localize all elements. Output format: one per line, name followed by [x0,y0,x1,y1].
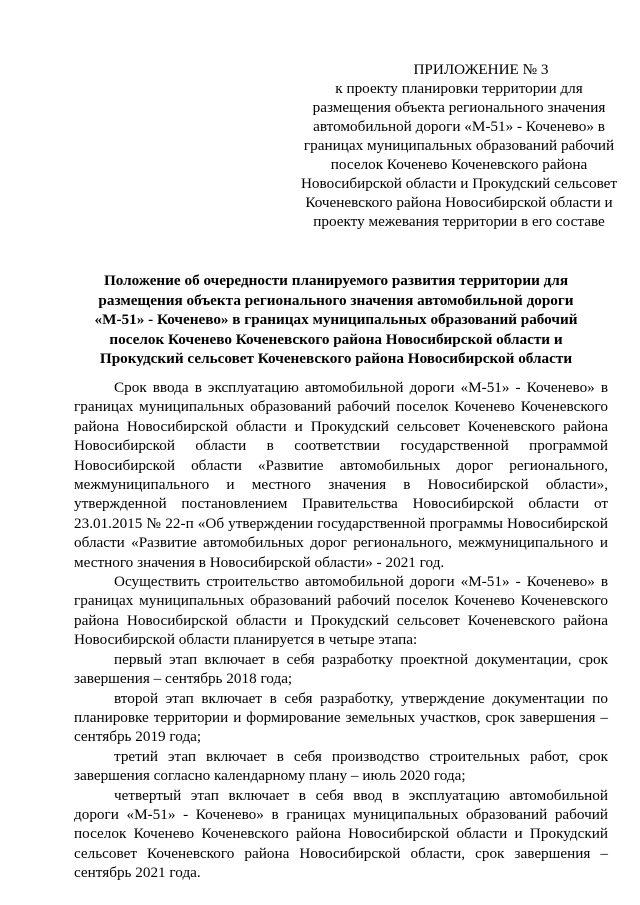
document-heading: Положение об очередности планируемого развития территории для размещения объекта регионального значения автомобильной дороги «М-51» - Коченево» в границах муниципальных образований рабочий поселок Коченево Коченевского района Новосибирской области и Прокудский сельсовет Коченевского района Новосибирской области [94,272,578,367]
paragraph-construction-stages: Осуществить строительство автомобильной дороги «М-51» - Коченево» в границах муниципальных образований рабочий поселок Коченево Коченевского района Новосибирской области и Прокудский сельсовет Коченевского района Новосибирской области планируется в четыре этапа: [74,573,608,649]
paragraph-stage-4: четвертый этап включает в себя ввод в эксплуатацию автомобильной дороги «М-51» - Коченево» в границах муниципальных образований рабочий поселок Коченево Коченевского района Новосибирской области и Прокудский сельсовет Коченевского района Новосибирской области, срок завершения – сентябрь 2021 года. [74,786,608,882]
appendix-text: к проекту планировки территории для размещения объекта регионального значения автомобильной дороги «М-51» - Коченево» в границах муниципальных образований рабочий поселок Коченево Коченевского района Новосибирской области и Прокудский сельсовет Коченевского района Новосибирской области и проекту межевания территории в его составе [300,80,618,230]
paragraph-commissioning-term: Срок ввода в эксплуатацию автомобильной дороги «М-51» - Коченево» в границах муниципальных образований рабочий поселок Коченево Коченевского района Новосибирской области и Прокудский сельсовет Коченевского района Новосибирской области в соответствии государственной программой Новосибирской области «Развитие автомобильных дорог регионального, межмуниципального и местного значения в Новосибирской области», утвержденной постановлением Правительства Новосибирской области от 23.01.2015 № 22-п «Об утверждении государственной программы Новосибирской области «Развитие автомобильных дорог регионального, межмуниципального и местного значения в Новосибирской области» - 2021 год. [74,379,608,571]
paragraph-stage-2: второй этап включает в себя разработку, утверждение документации по планировке территории и формирование земельных участков, срок завершения – сентябрь 2019 года; [74,689,608,746]
paragraph-stage-3: третий этап включает в себя производство строительных работ, срок завершения согласно календарному плану – июль 2020 года; [74,747,608,785]
appendix-header [300,60,618,231]
appendix-number: ПРИЛОЖЕНИЕ № 3 [413,61,549,78]
paragraph-stage-1: первый этап включает в себя разработку проектной документации, срок завершения – сентябрь 2018 года; [74,650,608,688]
document-body [74,378,608,883]
